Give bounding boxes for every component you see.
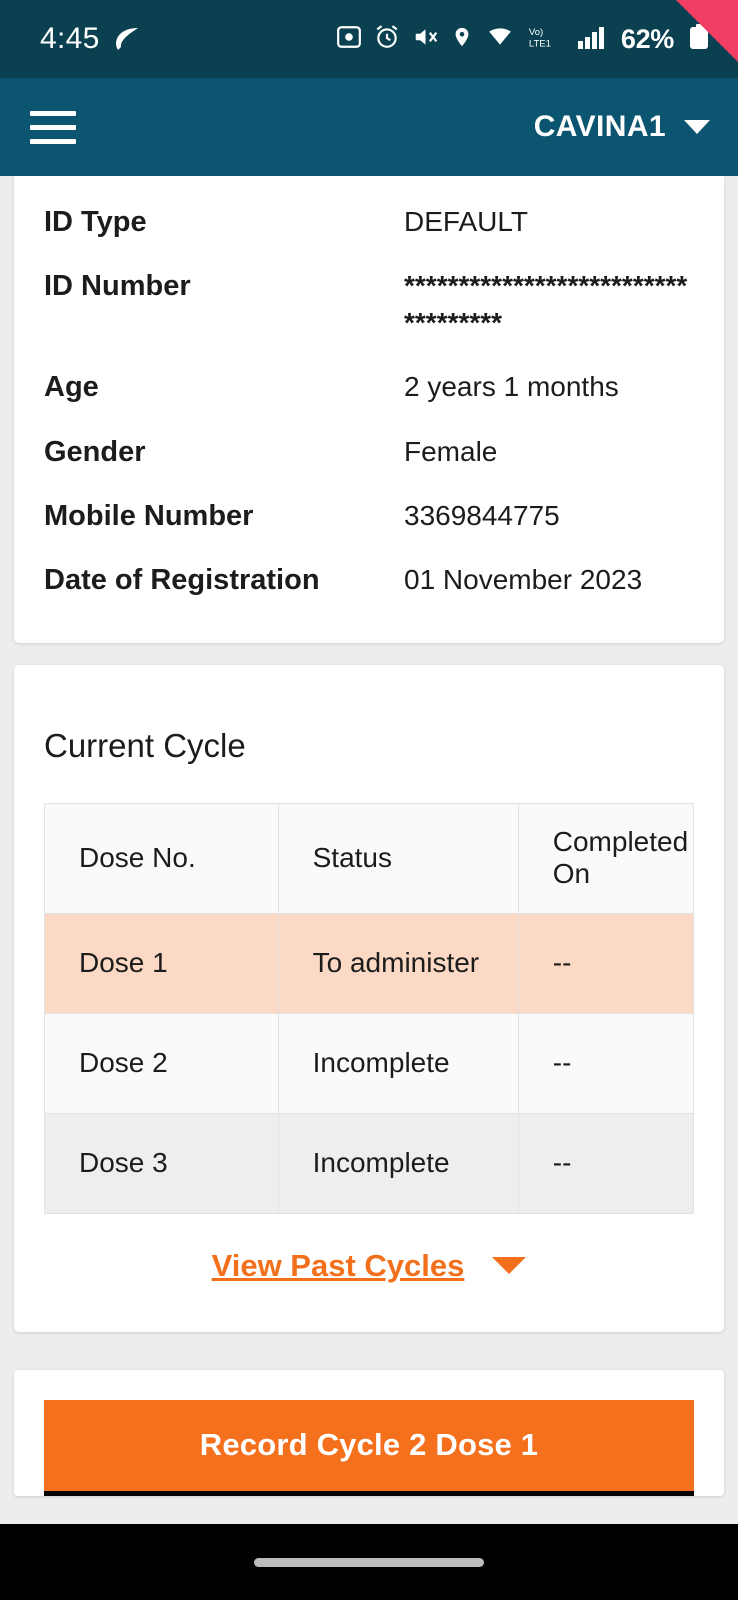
scroll-content[interactable] [0,176,738,1524]
cell-status: Incomplete [278,1113,518,1213]
detail-label: Mobile Number [44,499,254,532]
cell-completed: -- [518,1013,693,1113]
mute-icon [412,24,439,55]
detail-label: ID Number [44,270,191,303]
battery-percentage: 62% [620,23,674,54]
user-name-label: CAVINA1 [533,110,666,143]
cell-dose: Dose 1 [45,913,279,1013]
table-row[interactable] [45,913,694,1013]
chevron-down-icon [684,120,710,134]
system-navigation-bar [0,1524,738,1600]
detail-value: 3369844775 [404,499,560,531]
user-menu[interactable] [534,110,710,144]
alarm-icon [374,24,400,55]
signal-icon [577,24,607,55]
patient-details-card [14,176,724,643]
svg-text:LTE1: LTE1 [528,38,551,49]
status-bar-right [336,24,714,55]
cell-dose: Dose 3 [45,1113,279,1213]
header-completed-on: Completed On [518,803,693,913]
home-indicator[interactable] [254,1558,484,1567]
chevron-down-icon [492,1257,526,1274]
detail-label: Date of Registration [44,564,320,597]
table-row[interactable] [45,1013,694,1113]
detail-value: Female [404,435,498,467]
app-bar [0,78,738,176]
detail-row-date-of-registration [44,548,694,612]
cell-dose: Dose 2 [45,1013,279,1113]
wifi-icon [485,24,515,55]
action-card [14,1370,724,1496]
detail-row-id-type [44,190,694,254]
detail-label: Age [44,371,99,404]
header-status: Status [278,803,518,913]
cell-completed: -- [518,1113,693,1213]
detail-value: 2 years 1 months [404,371,619,403]
volte-icon [527,24,565,55]
cell-completed: -- [518,913,693,1013]
hamburger-icon[interactable] [30,111,76,144]
photo-icon [336,24,362,55]
svg-text:Vo): Vo) [528,26,544,38]
detail-value: DEFAULT [404,206,528,237]
view-past-cycles-label: View Past Cycles [211,1247,465,1283]
detail-label: ID Type [44,206,147,238]
status-bar [0,0,738,78]
table-row[interactable] [45,1113,694,1213]
leaf-icon [114,26,140,52]
status-clock: 4:45 [40,22,100,55]
detail-value: 01 November 2023 [404,564,643,596]
current-cycle-title: Current Cycle [44,726,246,764]
header-dose-no: Dose No. [45,803,279,913]
detail-row-gender [44,420,694,484]
cycle-table [44,803,694,1214]
detail-row-mobile-number [44,484,694,548]
cell-status: Incomplete [278,1013,518,1113]
detail-value: *********************************** [404,270,688,338]
view-past-cycles-button[interactable] [44,1248,694,1284]
corner-ribbon [676,0,738,62]
status-bar-left [40,22,140,56]
detail-row-age [44,355,694,419]
record-dose-button[interactable]: Record Cycle 2 Dose 1 [44,1400,694,1496]
detail-row-id-number [44,254,694,355]
content-spacer [0,1496,738,1524]
location-icon [451,24,473,55]
current-cycle-card [14,665,724,1332]
table-header-row [45,803,694,913]
cell-status: To administer [278,913,518,1013]
detail-label: Gender [44,435,146,468]
